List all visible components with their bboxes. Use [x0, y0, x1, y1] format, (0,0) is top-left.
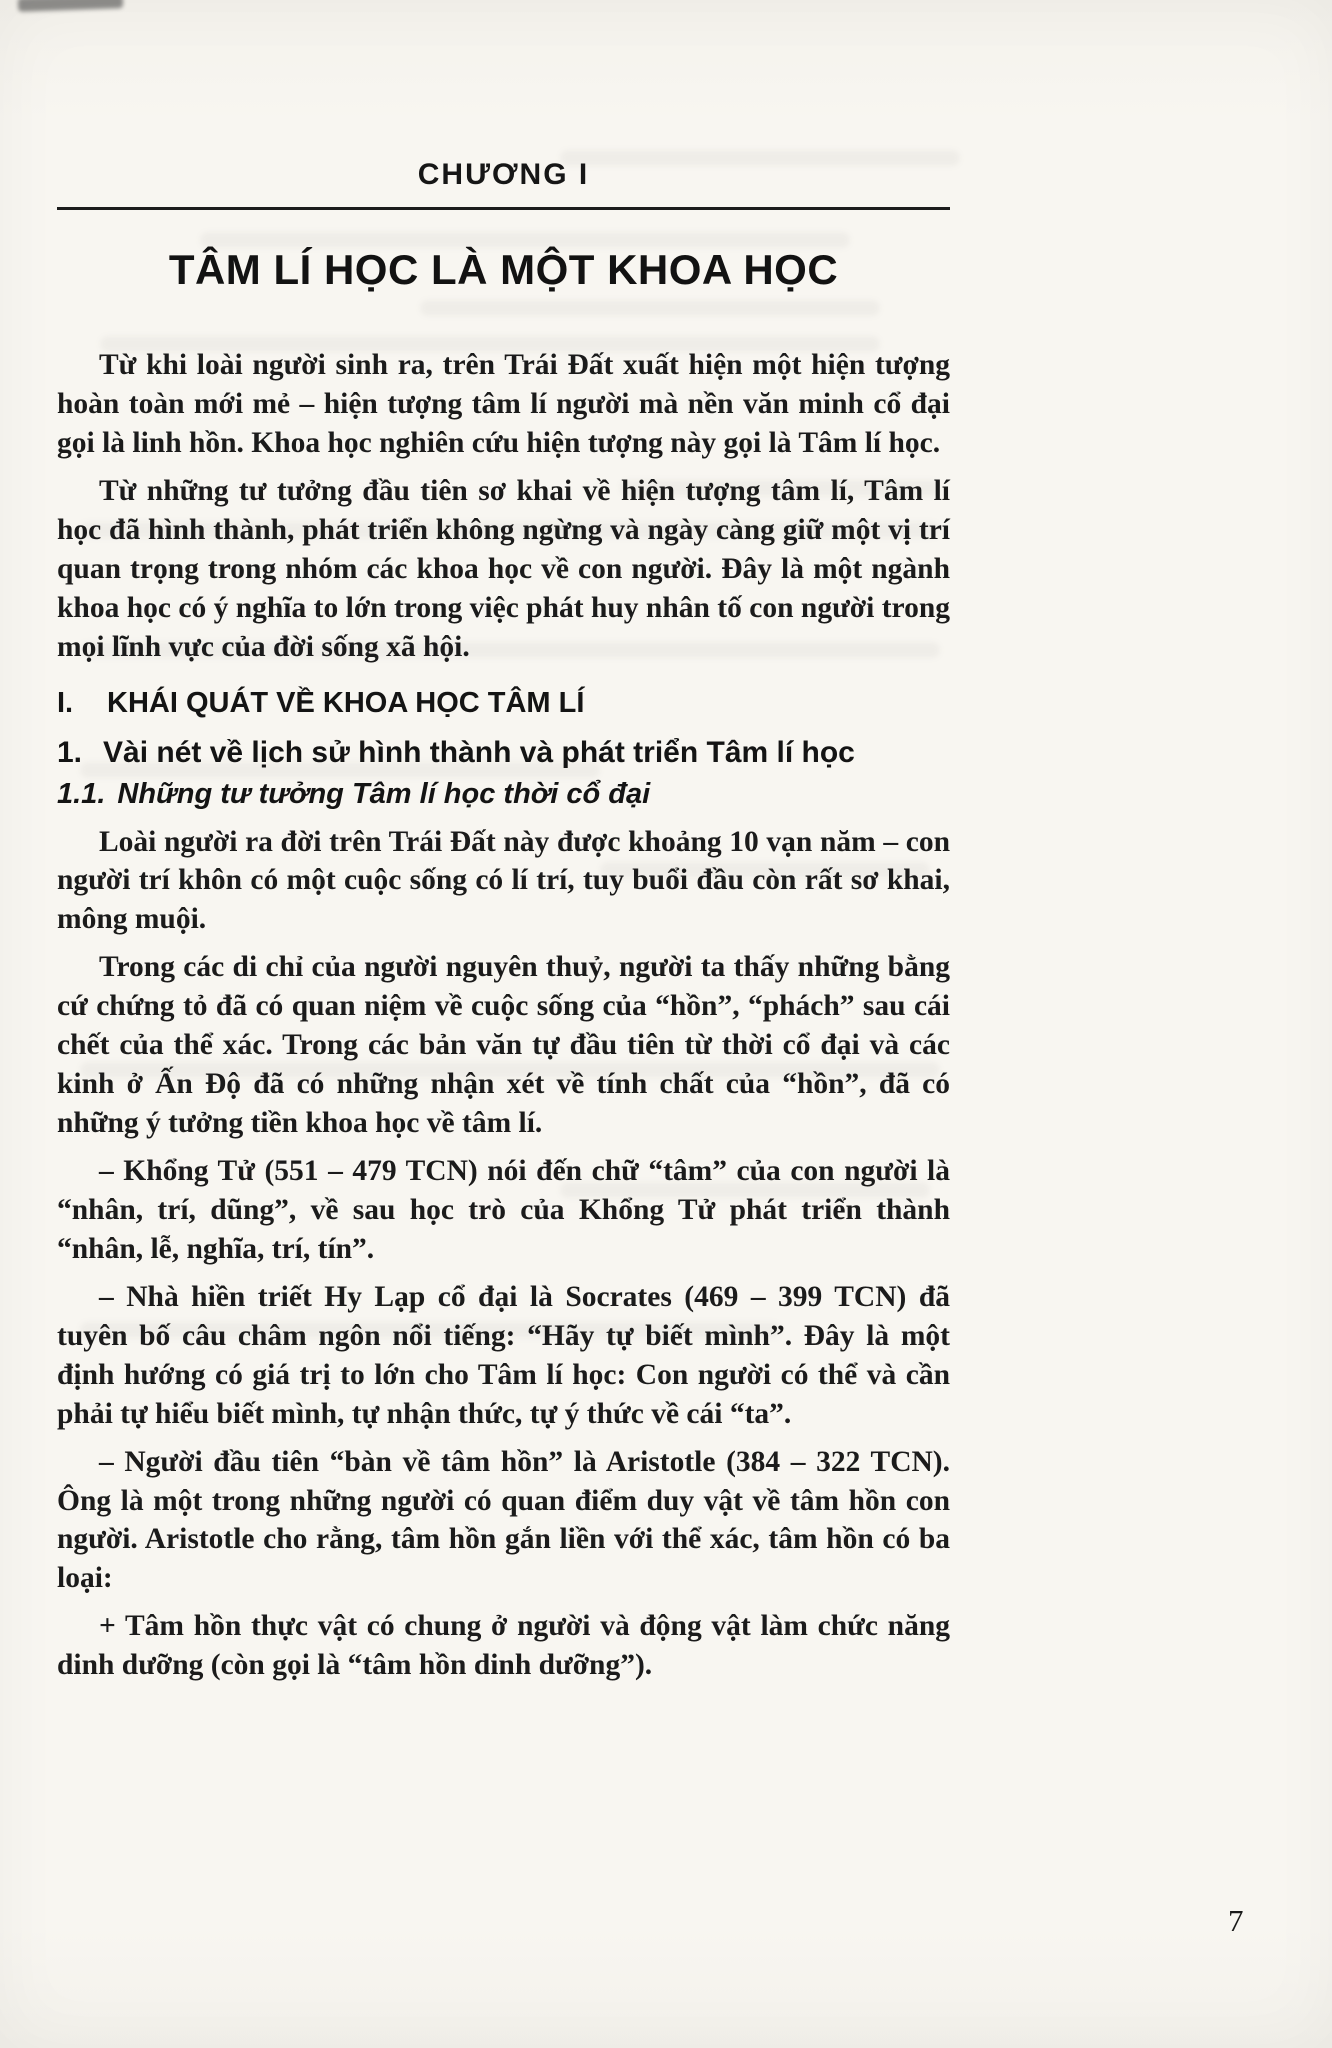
chapter-rule [57, 207, 950, 210]
subsubsection-title: Những tư tưởng Tâm lí học thời cổ đại [117, 777, 651, 810]
paragraph-intro-1: Từ khi loài người sinh ra, trên Trái Đất xuất hiện một hiện tượng hoàn toàn mới mẻ – hiện tượng tâm lí người mà nền văn minh cổ đại gọi là linh hồn. Khoa học nghiên cứu hiện tượng này gọi là Tâm lí học. [57, 349, 950, 459]
section-title: KHÁI QUÁT VỀ KHOA HỌC TÂM LÍ [107, 686, 585, 719]
page-title: TÂM LÍ HỌC LÀ MỘT KHOA HỌC [168, 246, 839, 293]
paragraph-prehistory: Loài người ra đời trên Trái Đất này được khoảng 10 vạn năm – con người trí khôn có một cuộc sống có lí trí, tuy buổi đầu còn rất sơ khai, mông muội. [57, 825, 950, 936]
paragraph-relics: Trong các di chỉ của người nguyên thuỷ, người ta thấy những bằng cứ chứng tỏ đã có quan niệm về cuộc sống của “hồn”, “phách” sau cái chết của thể xác. Trong các bản văn tự đầu tiên từ thời cổ đại và các kinh ở Ấn Độ đã có những nhận xét về tính chất của “hồn”, đã có những ý tưởng tiền khoa học về tâm lí. [57, 951, 950, 1140]
paragraph-aristotle: – Người đầu tiên “bàn về tâm hồn” là Aristotle (384 – 322 TCN). Ông là một trong những người có quan điểm duy vật về tâm hồn con người. Aristotle cho rằng, tâm hồn gắn liền với thể xác, tâm hồn có ba loại: [57, 1445, 950, 1595]
subsubsection-number: 1.1. [57, 777, 106, 810]
paragraph-plant-soul: + Tâm hồn thực vật có chung ở người và động vật làm chức năng dinh dưỡng (còn gọi là “tâm hồn dinh dưỡng”). [57, 1610, 950, 1682]
paragraph-socrates: – Nhà hiền triết Hy Lạp cổ đại là Socrates (469 – 399 TCN) đã tuyên bố câu châm ngôn nổi tiếng: “Hãy tự biết mình”. Đây là một định hướng có giá trị to lớn cho Tâm lí học: Con người có thể và cần phải tự hiểu biết mình, tự nhận thức, tự ý thức về cái “ta”. [57, 1280, 950, 1430]
section-heading-1 [57, 687, 950, 720]
page-number: 7 [1228, 1903, 1244, 1938]
chapter-heading: CHƯƠNG I [417, 158, 590, 191]
subsection-heading-1-1 [57, 736, 950, 770]
paragraph-intro-2: Từ những tư tưởng đầu tiên sơ khai về hiện tượng tâm lí, Tâm lí học đã hình thành, phát triển không ngừng và ngày càng giữ một vị trí quan trọng trong nhóm các khoa học về con người. Đây là một ngành khoa học có ý nghĩa to lớn trong việc phát huy nhân tố con người trong mọi lĩnh vực của đời sống xã hội. [57, 474, 950, 663]
subsubsection-heading-1-1-1 [57, 778, 950, 811]
paragraph-khong-tu: – Khổng Tử (551 – 479 TCN) nói đến chữ “tâm” của con người là “nhân, trí, dũng”, về sau học trò của Khổng Tử phát triển thành “nhân, lễ, nghĩa, trí, tín”. [57, 1155, 950, 1265]
page-content [57, 158, 950, 1694]
section-number: I. [57, 686, 74, 719]
subsection-title: Vài nét về lịch sử hình thành và phát triển Tâm lí học [103, 735, 855, 769]
scan-smudge-artifact [18, 0, 123, 12]
subsection-number: 1. [57, 735, 83, 769]
